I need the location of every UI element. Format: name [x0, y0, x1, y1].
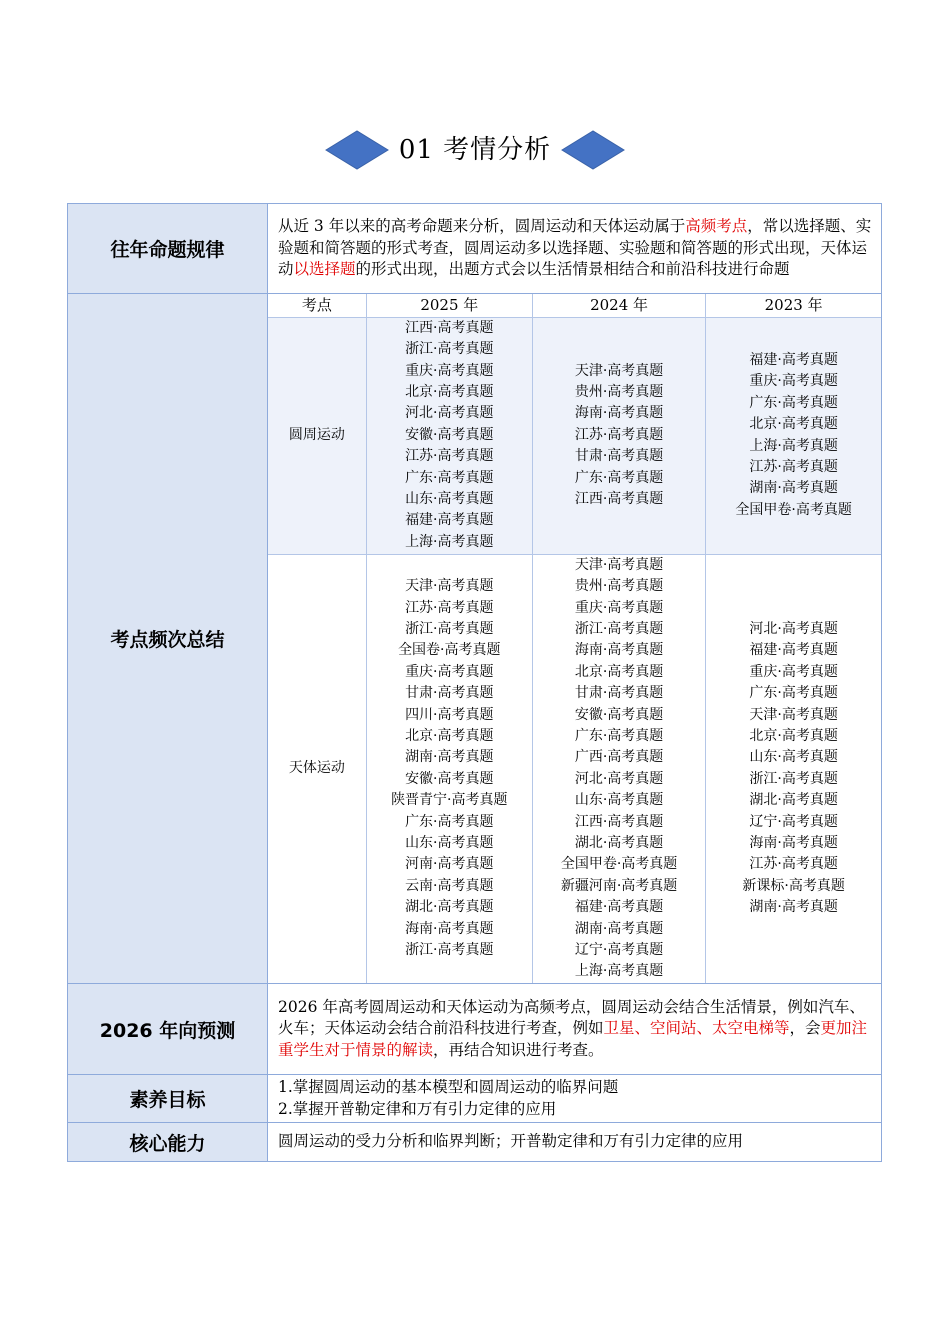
exam-entry: 云南·高考真题	[405, 877, 494, 894]
topic-name: 天体运动	[268, 554, 366, 983]
exam-entry: 全国甲卷·高考真题	[560, 856, 678, 873]
header-cell: 考点	[268, 294, 366, 317]
exam-entry: 江西·高考真题	[405, 319, 494, 336]
exam-entry: 安徽·高考真题	[405, 426, 494, 443]
exam-entry: 重庆·高考真题	[405, 663, 494, 680]
exam-entry: 新疆河南·高考真题	[560, 877, 678, 894]
exam-entry: 重庆·高考真题	[574, 599, 664, 616]
exam-entry: 甘肃·高考真题	[574, 448, 664, 465]
pattern-text: 从近 3 年以来的高考命题来分析，圆周运动和天体运动属于高频考点，常以选择题、实验题和简答题的形式考查，圆周运动多以选择题、实验题和简答题的形式出现，天体运动以选择题的形式出现，出题方式会以生活情景相结合和前沿科技进行命题	[268, 204, 882, 294]
exam-entry: 湖南·高考真题	[749, 899, 838, 916]
exam-entry: 海南·高考真题	[574, 405, 664, 422]
topic-name: 圆周运动	[268, 317, 366, 554]
page-title: 01 考情分析	[398, 135, 552, 165]
exam-entry: 山东·高考真题	[405, 834, 494, 851]
exam-analysis-table	[67, 203, 882, 1162]
exam-entry: 安徽·高考真题	[574, 706, 664, 723]
literacy-item: 2.掌握开普勒定律和万有引力定律的应用	[278, 1099, 557, 1118]
exam-entry: 天津·高考真题	[749, 706, 838, 723]
exam-entry: 浙江·高考真题	[749, 770, 838, 787]
exam-entry: 广东·高考真题	[574, 469, 664, 486]
ability-row	[68, 1123, 882, 1162]
header-cell: 2025 年	[366, 294, 532, 317]
exam-entry: 山东·高考真题	[749, 749, 838, 766]
exam-entry: 北京·高考真题	[405, 383, 494, 400]
exam-entry: 北京·高考真题	[405, 727, 494, 744]
ability-label: 核心能力	[68, 1123, 268, 1162]
exam-entry: 广东·高考真题	[749, 394, 838, 411]
exam-entry: 江苏·高考真题	[405, 599, 494, 616]
exam-entry: 全国甲卷·高考真题	[735, 501, 852, 518]
exam-entry: 天津·高考真题	[574, 362, 664, 379]
exam-entry: 陕晋青宁·高考真题	[391, 792, 508, 809]
exam-entry: 广东·高考真题	[574, 727, 664, 744]
exam-entry: 湖南·高考真题	[574, 920, 664, 937]
literacy-row	[68, 1075, 882, 1123]
exam-entry: 甘肃·高考真题	[574, 685, 664, 702]
ability-text: 圆周运动的受力分析和临界判断；开普勒定律和万有引力定律的应用	[268, 1123, 882, 1162]
header-cell: 2023 年	[706, 294, 881, 317]
highlight-text: 卫星、空间站、太空电梯等	[603, 1019, 790, 1038]
exam-entry: 湖南·高考真题	[749, 480, 838, 497]
exam-list-2023	[706, 317, 881, 554]
exam-entry: 江苏·高考真题	[749, 856, 838, 873]
exam-entry: 新课标·高考真题	[742, 877, 845, 894]
exam-entry: 江西·高考真题	[574, 491, 664, 508]
frequency-table	[268, 294, 881, 983]
prediction-label: 2026 年向预测	[68, 984, 268, 1075]
exam-entry: 河北·高考真题	[749, 620, 838, 637]
exam-entry: 江苏·高考真题	[405, 448, 494, 465]
highlight-text: 高频考点	[685, 217, 748, 236]
exam-entry: 湖南·高考真题	[405, 749, 494, 766]
exam-entry: 海南·高考真题	[405, 920, 494, 937]
exam-entry: 浙江·高考真题	[405, 341, 494, 358]
frequency-header-row	[268, 294, 881, 317]
topic-row	[268, 317, 881, 554]
section-title	[0, 128, 950, 172]
exam-entry: 北京·高考真题	[749, 727, 838, 744]
prediction-row	[68, 984, 882, 1075]
exam-entry: 浙江·高考真题	[405, 942, 494, 958]
exam-entry: 重庆·高考真题	[405, 362, 494, 379]
exam-entry: 湖北·高考真题	[574, 834, 664, 851]
literacy-text	[268, 1075, 882, 1123]
exam-entry: 辽宁·高考真题	[749, 813, 838, 830]
exam-entry: 江西·高考真题	[574, 813, 664, 830]
exam-list-2023	[706, 554, 881, 983]
exam-entry: 福建·高考真题	[749, 351, 838, 368]
exam-entry: 上海·高考真题	[405, 533, 494, 550]
exam-entry: 贵州·高考真题	[574, 578, 664, 595]
exam-entry: 广东·高考真题	[405, 469, 494, 486]
exam-entry: 海南·高考真题	[749, 834, 838, 851]
right-diamond-icon	[561, 130, 625, 170]
exam-entry: 广东·高考真题	[749, 685, 838, 702]
left-diamond-icon	[325, 130, 389, 170]
frequency-row	[68, 294, 882, 984]
exam-entry: 河北·高考真题	[405, 405, 494, 422]
exam-entry: 江苏·高考真题	[574, 426, 664, 443]
exam-entry: 江苏·高考真题	[749, 458, 838, 475]
exam-entry: 上海·高考真题	[574, 963, 664, 980]
literacy-item: 1.掌握圆周运动的基本模型和圆周运动的临界问题	[278, 1078, 619, 1096]
exam-entry: 天津·高考真题	[574, 556, 664, 573]
frequency-label: 考点频次总结	[68, 294, 268, 984]
frequency-cell	[268, 294, 882, 984]
exam-entry: 北京·高考真题	[574, 663, 664, 680]
exam-entry: 广西·高考真题	[574, 749, 664, 766]
exam-entry: 甘肃·高考真题	[405, 685, 494, 702]
exam-list-2025	[366, 317, 532, 554]
exam-entry: 河北·高考真题	[574, 770, 664, 787]
exam-list-2024	[532, 554, 705, 983]
exam-entry: 山东·高考真题	[405, 491, 494, 508]
exam-entry: 上海·高考真题	[749, 437, 838, 454]
highlight-text: 以选择题	[293, 260, 356, 279]
exam-entry: 湖北·高考真题	[405, 899, 494, 916]
exam-entry: 河南·高考真题	[405, 856, 494, 873]
exam-entry: 全国卷·高考真题	[398, 642, 501, 659]
highlight-text: 更加注重学生对于情景的解读	[278, 1019, 868, 1059]
header-cell: 2024 年	[532, 294, 705, 317]
pattern-row	[68, 204, 882, 294]
exam-entry: 福建·高考真题	[749, 642, 838, 659]
topic-row	[268, 554, 881, 983]
pattern-label: 往年命题规律	[68, 204, 268, 294]
exam-entry: 福建·高考真题	[574, 899, 664, 916]
exam-entry: 安徽·高考真题	[405, 770, 494, 787]
exam-entry: 浙江·高考真题	[574, 620, 664, 637]
exam-entry: 重庆·高考真题	[749, 663, 838, 680]
exam-entry: 山东·高考真题	[574, 792, 664, 809]
literacy-label: 素养目标	[68, 1075, 268, 1123]
exam-entry: 天津·高考真题	[405, 578, 494, 595]
exam-entry: 重庆·高考真题	[749, 373, 838, 390]
exam-entry: 北京·高考真题	[749, 416, 838, 433]
exam-entry: 浙江·高考真题	[405, 620, 494, 637]
exam-entry: 辽宁·高考真题	[574, 942, 664, 958]
prediction-text: 2026 年高考圆周运动和天体运动为高频考点，圆周运动会结合生活情景，例如汽车、火车；天体运动会结合前沿科技进行考查，例如卫星、空间站、太空电梯等，会更加注重学生对于情景的解读，再结合知识进行考查。	[268, 984, 882, 1075]
exam-list-2024	[532, 317, 705, 554]
exam-entry: 四川·高考真题	[405, 706, 494, 723]
exam-entry: 湖北·高考真题	[749, 792, 838, 809]
exam-entry: 贵州·高考真题	[574, 383, 664, 400]
exam-entry: 福建·高考真题	[405, 512, 494, 529]
exam-entry: 广东·高考真题	[405, 813, 494, 830]
exam-list-2025	[366, 554, 532, 983]
exam-entry: 海南·高考真题	[574, 642, 664, 659]
